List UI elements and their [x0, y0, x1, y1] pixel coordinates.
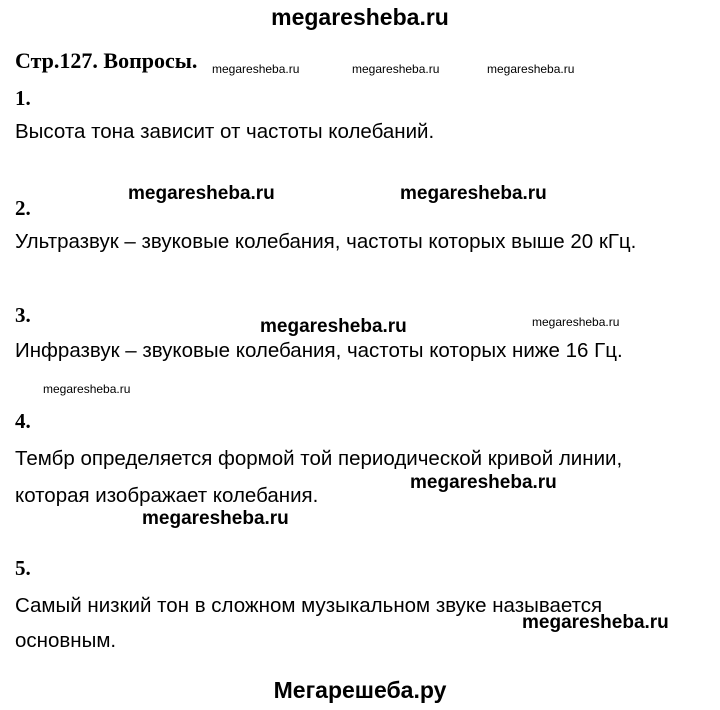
small-watermark: megaresheba.ru [352, 62, 440, 76]
small-watermark: megaresheba.ru [487, 62, 575, 76]
big-watermark: megaresheba.ru [142, 508, 289, 529]
page-heading: Стр.127. Вопросы. [15, 48, 198, 73]
question-number: 5. [15, 556, 31, 580]
small-watermark: megaresheba.ru [532, 315, 620, 329]
big-watermark: megaresheba.ru [410, 472, 557, 493]
question-number: 1. [15, 86, 31, 110]
big-watermark: megaresheba.ru [128, 183, 275, 204]
answer-text: Инфразвук – звуковые колебания, частоты которых ниже 16 Гц. [15, 339, 623, 362]
question-number: 3. [15, 303, 31, 327]
question-number: 2. [15, 196, 31, 220]
header-watermark: megaresheba.ru [271, 4, 449, 30]
question-number: 4. [15, 409, 31, 433]
big-watermark: megaresheba.ru [522, 612, 669, 633]
small-watermark: megaresheba.ru [43, 382, 131, 396]
answer-text: Ультразвук – звуковые колебания, частоты которых выше 20 кГц. [15, 230, 637, 253]
answer-text: основным. [15, 629, 117, 652]
small-watermark: megaresheba.ru [212, 62, 300, 76]
big-watermark: megaresheba.ru [400, 183, 547, 204]
answer-text: Тембр определяется формой той периодической кривой линии, [15, 447, 623, 470]
answer-text: которая изображает колебания. [15, 484, 319, 507]
answer-text: Высота тона зависит от частоты колебаний. [15, 120, 435, 143]
footer-watermark: Мегарешеба.ру [273, 677, 447, 703]
big-watermark: megaresheba.ru [260, 316, 407, 337]
answer-text: Самый низкий тон в сложном музыкальном звуке называется [15, 594, 603, 617]
